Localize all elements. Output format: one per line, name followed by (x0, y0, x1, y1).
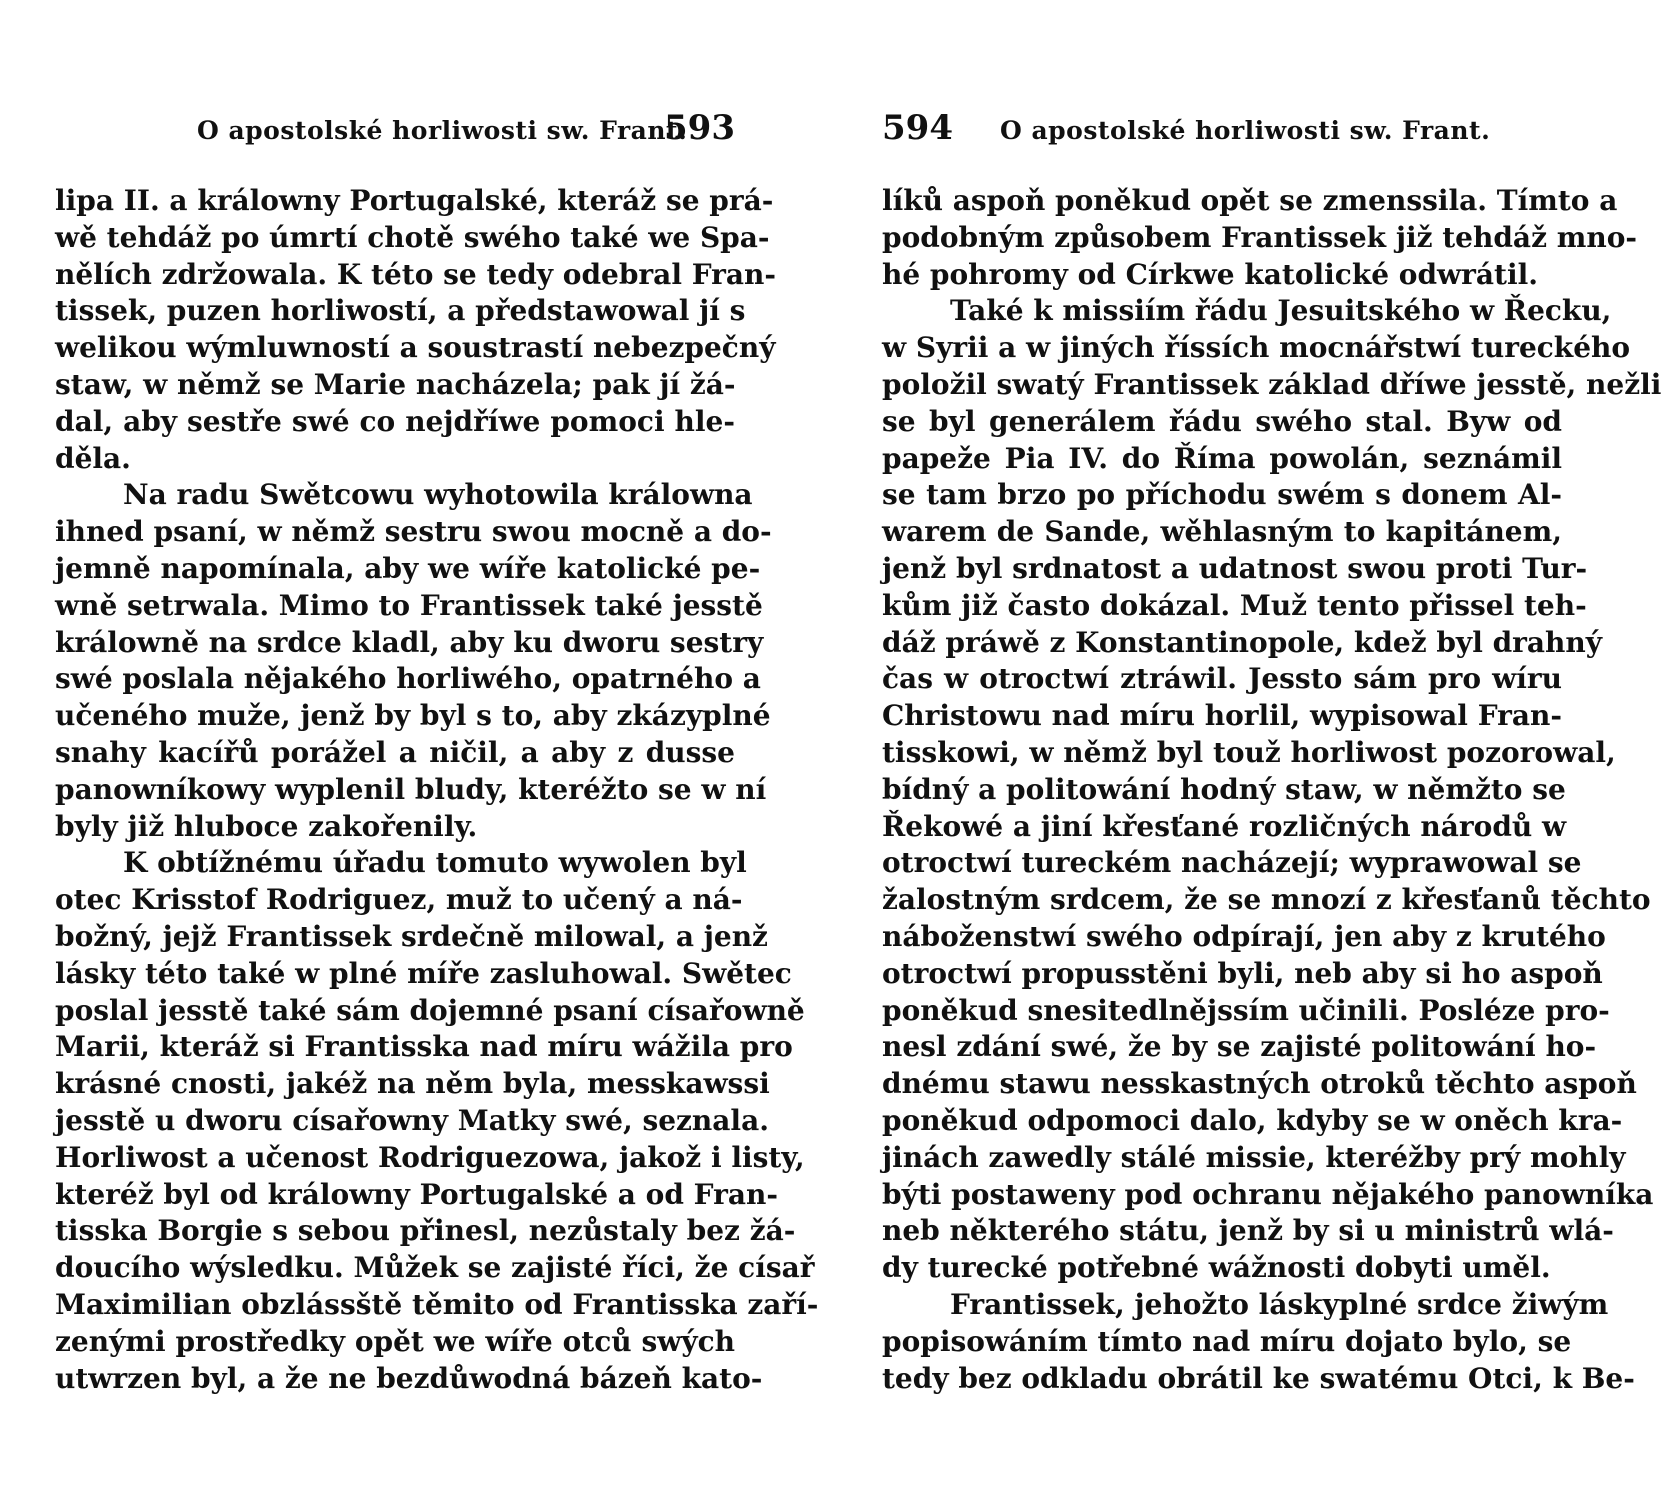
text-line: bídný a politowání hodný staw, w němžto se (882, 772, 1566, 806)
text-line: se byl generálem řádu swého stal. Byw od (882, 404, 1562, 438)
body-text (55, 183, 819, 1397)
text-line: tisskowi, w němž byl touž horliwost pozorowal, (882, 735, 1616, 769)
text-line: náboženstwí swého odpírají, jen aby z krutého (882, 919, 1606, 953)
text-line: líků aspoň poněkud opět se zmenssila. Tímto a (882, 184, 1618, 217)
page-number: 594 (882, 108, 953, 148)
text-line: hé pohromy od Církwe katolické odwrátil. (882, 257, 1538, 291)
text-line: tisska Borgie s sebou přinesl, nezůstaly bez žá- (55, 1214, 796, 1248)
text-line: dáž práwě z Konstantinopole, kdež byl drahný (882, 625, 1603, 659)
text-line: žalostným srdcem, že se mnozí z křesťanů těchto (882, 883, 1651, 917)
text-line: poněkud snesitedlnějssím učinili. Posléze pro- (882, 993, 1610, 1027)
right-page (882, 0, 1661, 1500)
text-line: dy turecké potřebné wážnosti dobyti uměl. (882, 1251, 1551, 1285)
text-line: ihned psaní, w němž sestru swou mocně a do- (55, 515, 772, 549)
text-line: swé poslala nějakého horliwého, opatrného a (55, 662, 761, 696)
text-line: Marii, kteráž si Frantisska nad míru wážila pro (55, 1030, 793, 1064)
text-line: popisowáním tímto nad míru dojato bylo, se (882, 1324, 1572, 1358)
running-title: O apostolské horliwosti sw. Frant. (1000, 116, 1491, 145)
text-line: panowníkowy wyplenil bludy, kteréžto se w ní (55, 772, 767, 806)
text-line: tissek, puzen horliwostí, a předstawowal jí s (55, 294, 746, 328)
text-line: tedy bez odkladu obrátil ke swatému Otci, k Be- (882, 1361, 1635, 1395)
text-line: welikou wýmluwností a soustrastí nebezpečný (55, 331, 776, 365)
text-line: utwrzen byl, a že ne bezdůwodná bázeň kato- (55, 1361, 763, 1395)
text-line: snahy kacířů porážel a ničil, a aby z dusse (55, 735, 735, 769)
text-line: učeného muže, jenž by byl s to, aby zkázyplné (55, 699, 771, 733)
text-line: Na radu Swětcowu wyhotowila králowna (123, 478, 753, 512)
text-line: Maximilian obzlássště těmito od Frantisska zaří- (55, 1287, 819, 1321)
text-line: Také k missiím řádu Jesuitského w Řecku, (950, 294, 1612, 328)
text-line: kteréž byl od králowny Portugalské a od Fran- (55, 1177, 778, 1211)
text-line: Christowu nad míru horlil, wypisowal Fran- (882, 699, 1562, 733)
text-line: warem de Sande, wěhlasným to kapitánem, (882, 515, 1562, 549)
text-line: se tam brzo po příchodu swém s donem Al- (882, 478, 1562, 512)
text-line: kům již často dokázal. Muž tento přissel teh- (882, 588, 1587, 622)
text-line: poněkud odpomoci dalo, kdyby se w oněch kra- (882, 1103, 1623, 1137)
text-line: čas w otroctwí ztráwil. Jessto sám pro wíru (882, 662, 1562, 696)
text-line: wě tehdáž po úmrtí chotě swého také we Spa- (55, 220, 770, 254)
text-line: lipa II. a králowny Portugalské, kteráž se prá- (55, 184, 774, 217)
text-line: nesl zdání swé, že by se zajisté politowání ho- (882, 1030, 1597, 1064)
text-line: doucího wýsledku. Můžek se zajisté říci, že císař (55, 1251, 815, 1285)
text-line: wně setrwala. Mimo to Frantissek také jesstě (55, 588, 763, 622)
text-line: Frantissek, jehožto láskyplné srdce žiwým (950, 1287, 1609, 1321)
text-line: nělích zdržowala. K této se tedy odebral Fran- (55, 257, 776, 291)
text-line: jenž byl srdnatost a udatnost swou proti Tur- (882, 551, 1588, 585)
text-line: králowně na srdce kladl, aby ku dworu sestry (55, 625, 764, 659)
text-line: papeže Pia IV. do Říma powolán, seznámil (882, 441, 1562, 475)
text-line: otec Krisstof Rodriguez, muž to učený a ná- (55, 883, 743, 917)
text-line: děla. (55, 441, 131, 475)
text-line: lásky této také w plné míře zasluhowal. Swětec (55, 956, 792, 990)
text-line: božný, jejž Frantissek srdečně milowal, a jenž (55, 919, 768, 953)
text-line: podobným způsobem Frantissek již tehdáž mno- (882, 220, 1638, 254)
text-line: staw, w němž se Marie nacházela; pak jí žá- (55, 367, 736, 401)
page-header (55, 108, 735, 148)
text-line: K obtížnému úřadu tomuto wywolen byl (123, 846, 747, 880)
text-line: dal, aby sestře swé co nejdříwe pomoci hle- (55, 404, 735, 438)
text-line: dnému stawu nesskastných otroků těchto aspoň (882, 1067, 1637, 1101)
text-line: neb některého státu, jenž by si u ministrů wlá- (882, 1214, 1614, 1248)
text-line: býti postaweny pod ochranu nějakého panowníka (882, 1177, 1654, 1211)
text-line: byly již hluboce zakořenily. (55, 809, 478, 843)
text-line: zenými prostředky opět we wíře otců swých (55, 1324, 735, 1358)
page-header (882, 108, 1562, 148)
text-line: jemně napomínala, aby we wíře katolické pe- (55, 551, 761, 585)
left-page (55, 0, 819, 1500)
running-title: O apostolské horliwosti sw. Frant. (197, 116, 688, 145)
text-line: Horliwost a učenost Rodriguezowa, jakož i listy, (55, 1140, 805, 1174)
text-line: položil swatý Frantissek základ dříwe jesstě, nežli (882, 367, 1661, 401)
text-line: jesstě u dworu císařowny Matky swé, seznala. (55, 1103, 769, 1137)
text-line: otroctwí propusstěni byli, neb aby si ho aspoň (882, 956, 1603, 990)
text-line: w Syrii a w jiných říssích mocnářstwí tureckého (882, 331, 1631, 365)
text-line: krásné cnosti, jakéž na něm byla, messkawssi (55, 1067, 770, 1101)
text-line: jinách zawedly stálé missie, kteréžby prý mohly (882, 1140, 1626, 1174)
text-line: otroctwí tureckém nacházejí; wyprawowal se (882, 846, 1582, 880)
text-line: poslal jesstě také sám dojemné psaní císařowně (55, 993, 805, 1027)
page-number: 593 (664, 108, 735, 148)
text-line: Řekowé a jiní křesťané rozličných národů w (882, 809, 1567, 843)
body-text (882, 183, 1661, 1397)
